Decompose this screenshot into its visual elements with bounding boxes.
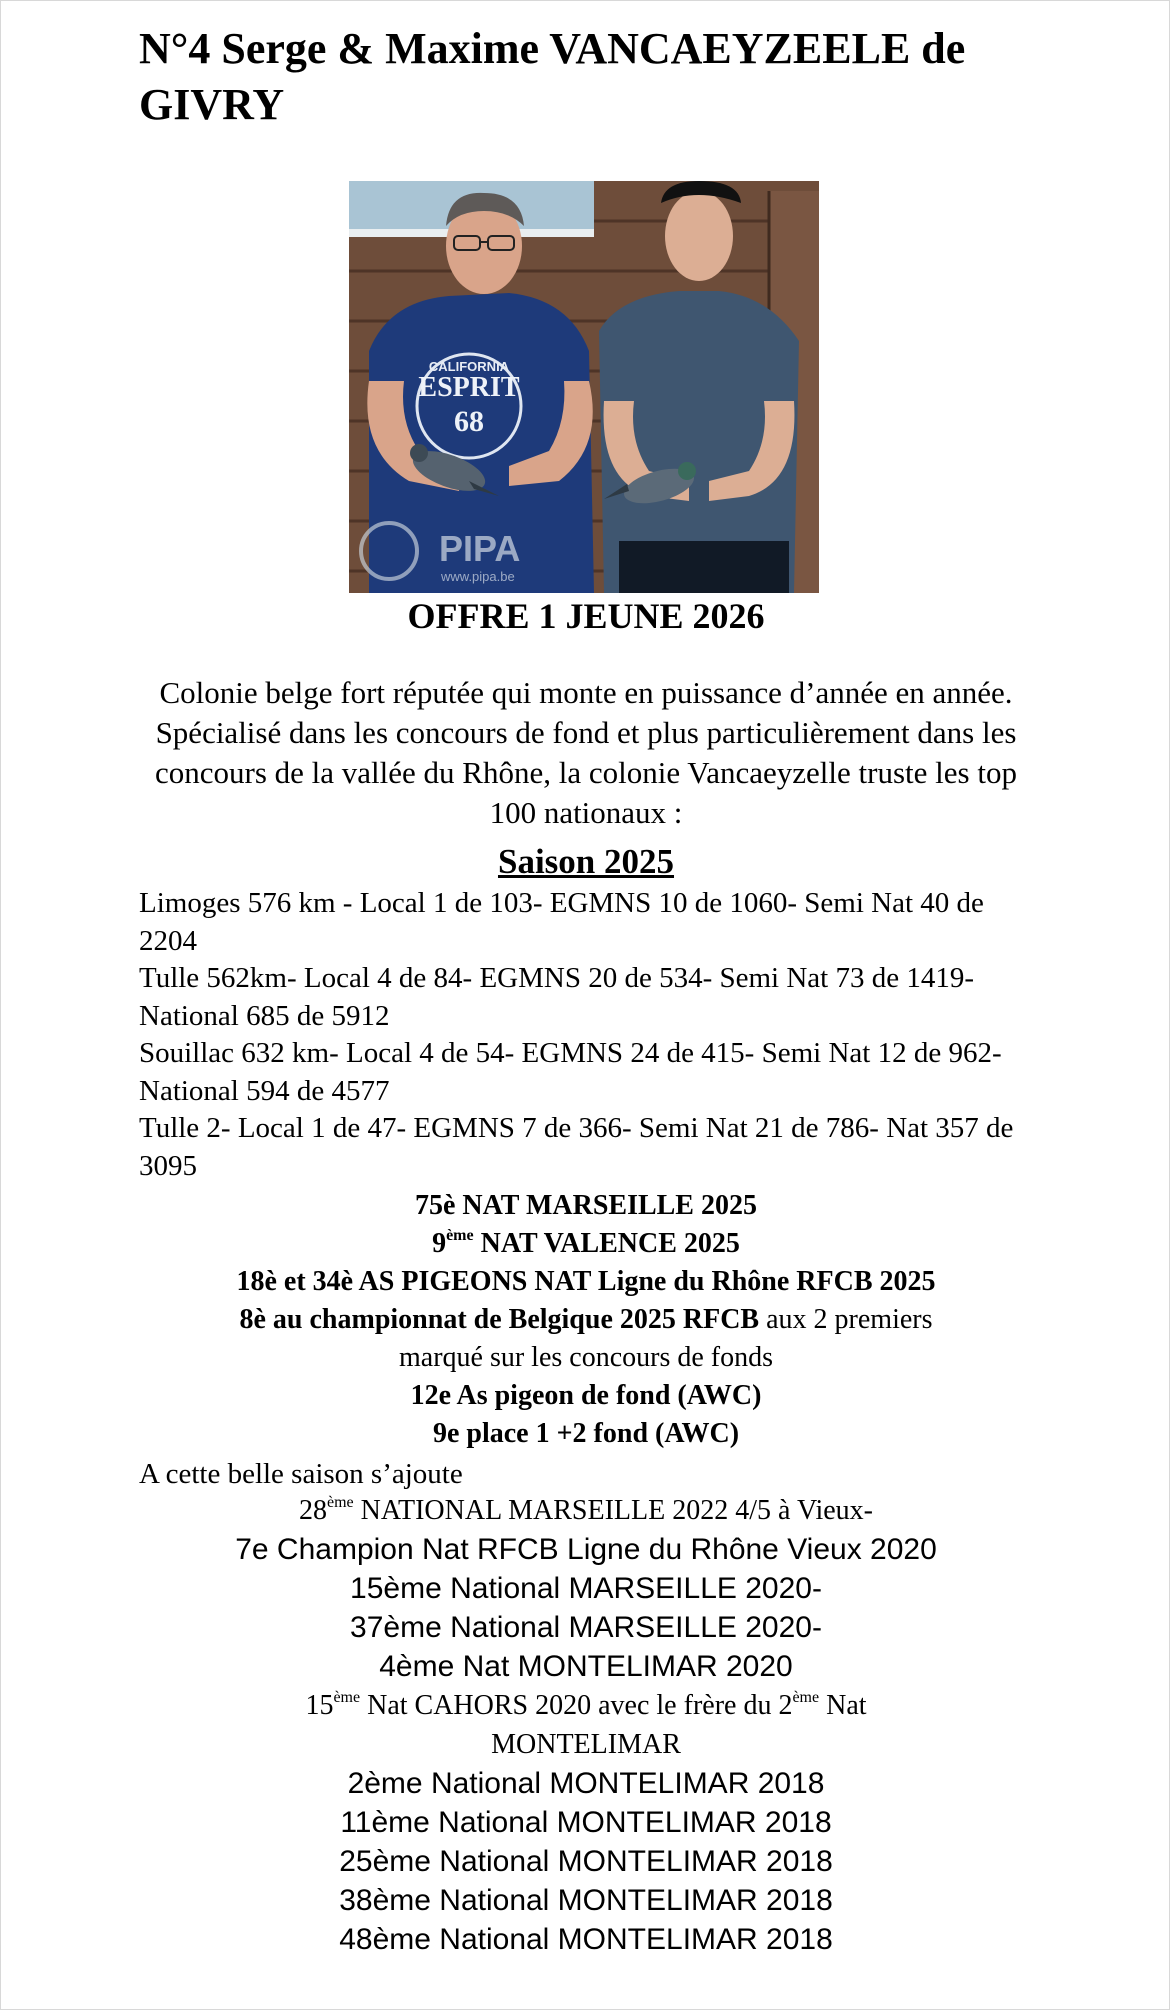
breeders-photo: [349, 181, 819, 593]
list-item: Souillac 632 km- Local 4 de 54- EGMNS 24 de 415- Semi Nat 12 de 962- National 594 de 4577: [139, 1037, 1002, 1107]
history-montelimar-2020: 4ème Nat MONTELIMAR 2020: [379, 1650, 793, 1683]
highlight-as-fond: 12e As pigeon de fond (AWC): [410, 1380, 762, 1411]
history-cahors: 15ème Nat CAHORS 2020 avec le frère du 2ème Nat: [305, 1689, 867, 1721]
list-item: 2ème National MONTELIMAR 2018: [347, 1767, 825, 1800]
highlight-place-fond: 9e place 1 +2 fond (AWC): [432, 1418, 740, 1449]
shirt-text-top: CALIFORNIA: [428, 359, 510, 374]
watermark-text: PIPA: [439, 528, 521, 569]
history-rfcb: 7e Champion Nat RFCB Ligne du Rhône Vieux 2020: [235, 1533, 937, 1566]
season-title: Saison 2025: [497, 842, 675, 881]
offer-title: OFFRE 1 JEUNE 2026: [407, 596, 765, 636]
highlight-valence: 9ème NAT VALENCE 2025: [432, 1227, 740, 1259]
history-marseille-15: 15ème National MARSEILLE 2020-: [350, 1572, 822, 1605]
addon-intro: A cette belle saison s’ajoute: [139, 1458, 463, 1490]
highlight-championnat: 8è au championnat de Belgique 2025 RFCB aux 2 premiers: [239, 1304, 933, 1335]
list-item: Tulle 2- Local 1 de 47- EGMNS 7 de 366- Semi Nat 21 de 786- Nat 357 de 3095: [139, 1112, 1014, 1182]
watermark-url: www.pipa.be: [441, 569, 515, 584]
list-item: 38ème National MONTELIMAR 2018: [339, 1884, 833, 1917]
highlight-championnat-line2: marqué sur les concours de fonds: [398, 1342, 773, 1373]
breeders-photo-illustration: [349, 181, 819, 593]
history-marseille-2022: 28ème NATIONAL MARSEILLE 2022 4/5 à Vieux-: [298, 1494, 874, 1526]
history-cahors-line2: MONTELIMAR: [491, 1729, 681, 1760]
history-marseille-37: 37ème National MARSEILLE 2020-: [350, 1611, 822, 1644]
list-item: Tulle 562km- Local 4 de 84- EGMNS 20 de 534- Semi Nat 73 de 1419- National 685 de 5912: [139, 962, 974, 1032]
shirt-text-brand: ESPRIT: [418, 372, 520, 403]
list-item: 11ème National MONTELIMAR 2018: [340, 1806, 832, 1839]
highlight-as-pigeons: 18è et 34è AS PIGEONS NAT Ligne du Rhône RFCB 2025: [236, 1266, 936, 1297]
list-item: 25ème National MONTELIMAR 2018: [339, 1845, 833, 1878]
page-title: N°4 Serge & Maxime VANCAEYZEELE de GIVRY: [139, 24, 966, 129]
list-item: 48ème National MONTELIMAR 2018: [339, 1923, 833, 1956]
history-list: [1, 1491, 1170, 1959]
intro-paragraph: Colonie belge fort réputée qui monte en puissance d’année en année. Spécialisé dans les concours de fond et plus particulièrement dans les concours de la vallée du Rhône, la colonie Vancaeyzelle truste les top 100 nationaux :: [155, 675, 1017, 830]
highlight-marseille: 75è NAT MARSEILLE 2025: [414, 1190, 757, 1221]
season-highlights: [1, 1187, 1170, 1453]
season-results-list: [139, 885, 1039, 1185]
shirt-text-number: 68: [454, 405, 484, 438]
list-item: Limoges 576 km - Local 1 de 103- EGMNS 10 de 1060- Semi Nat 40 de 2204: [139, 887, 984, 957]
